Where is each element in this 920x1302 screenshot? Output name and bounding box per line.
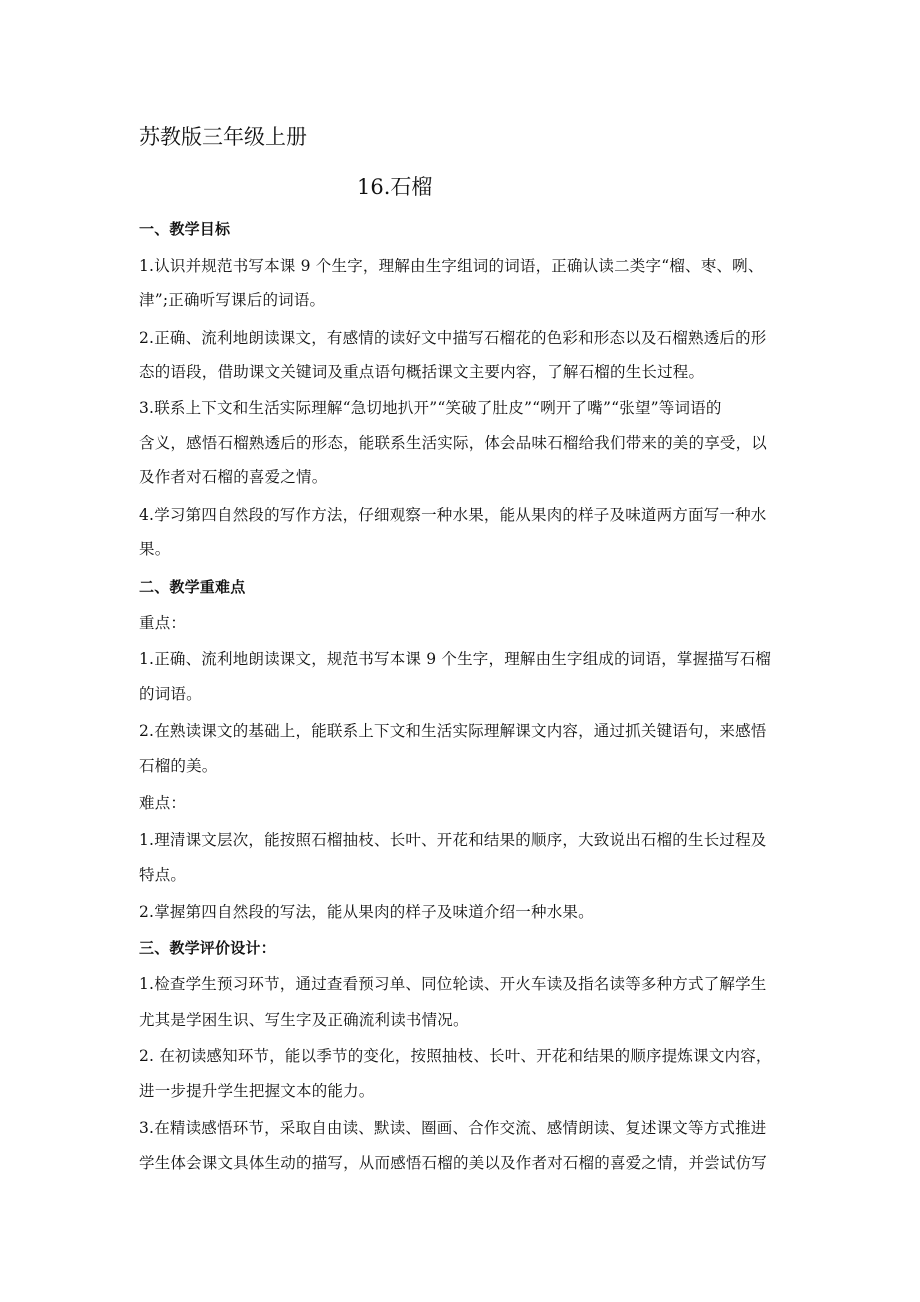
- paragraph-line: 2.掌握第四自然段的写法，能从果肉的样子及味道介绍一种水果。: [139, 903, 594, 921]
- paragraph-line: 1.正确、流利地朗读课文，规范书写本课 9 个生字，理解由生字组成的词语，掌握描写石榴: [139, 650, 772, 668]
- paragraph-line: 4.学习第四自然段的写作方法，仔细观察一种水果，能从果肉的样子及味道两方面写一种水: [139, 506, 767, 524]
- paragraph-line: 2.正确、流利地朗读课文，有感情的读好文中描写石榴花的色彩和形态以及石榴熟透后的形: [139, 329, 767, 347]
- subheading-key: 重点：: [139, 614, 187, 632]
- book-title: 苏教版三年级上册: [139, 125, 307, 149]
- paragraph-line: 2.在熟读课文的基础上，能联系上下文和生活实际理解课文内容，通过抓关键语句，来感悟: [139, 722, 767, 740]
- paragraph-line: 1.检查学生预习环节，通过查看预习单、同位轮读、开火车读及指名读等多种方式了解学生: [139, 975, 767, 993]
- paragraph-line: 学生体会课文具体生动的描写，从而感悟石榴的美以及作者对石榴的喜爱之情，并尝试仿写: [139, 1154, 768, 1172]
- paragraph-line: 果。: [139, 540, 171, 558]
- paragraph-line: 1.理清课文层次，能按照石榴抽枝、长叶、开花和结果的顺序，大致说出石榴的生长过程及: [139, 831, 767, 849]
- paragraph-line: 态的语段，借助课文关键词及重点语句概括课文主要内容，了解石榴的生长过程。: [139, 363, 705, 381]
- paragraph-line: 尤其是学困生识、写生字及正确流利读书情况。: [139, 1011, 469, 1029]
- paragraph-line: 2. 在初读感知环节，能以季节的变化，按照抽枝、长叶、开花和结果的顺序提炼课文内容，: [139, 1047, 772, 1065]
- paragraph-line: 石榴的美。: [139, 757, 218, 775]
- section-heading-key-points: 二、教学重难点: [139, 578, 246, 596]
- paragraph-line: 1.认识并规范书写本课 9 个生字，理解由生字组词的词语，正确认读二类字“榴、枣、咧、: [139, 257, 764, 275]
- paragraph-line: 的词语。: [139, 685, 202, 703]
- section-heading-objectives: 一、教学目标: [139, 220, 231, 238]
- subheading-difficult: 难点：: [139, 794, 187, 812]
- paragraph-line: 津”;正确听写课后的词语。: [139, 291, 326, 309]
- section-heading-evaluation: 三、教学评价设计：: [139, 939, 276, 957]
- paragraph-line: 3.在精读感悟环节，采取自由读、默读、圈画、合作交流、感情朗读、复述课文等方式推进: [139, 1119, 767, 1137]
- paragraph-line: 进一步提升学生把握文本的能力。: [139, 1082, 375, 1100]
- paragraph-line: 及作者对石榴的喜爱之情。: [139, 468, 328, 486]
- paragraph-line: 3.联系上下文和生活实际理解“急切地扒开”“笑破了肚皮”“咧开了嘴”“张望”等词语的: [139, 399, 722, 417]
- paragraph-line: 含义，感悟石榴熟透后的形态，能联系生活实际，体会品味石榴给我们带来的美的享受，以: [139, 434, 768, 452]
- lesson-title: 16.石榴: [357, 175, 433, 199]
- paragraph-line: 特点。: [139, 866, 187, 884]
